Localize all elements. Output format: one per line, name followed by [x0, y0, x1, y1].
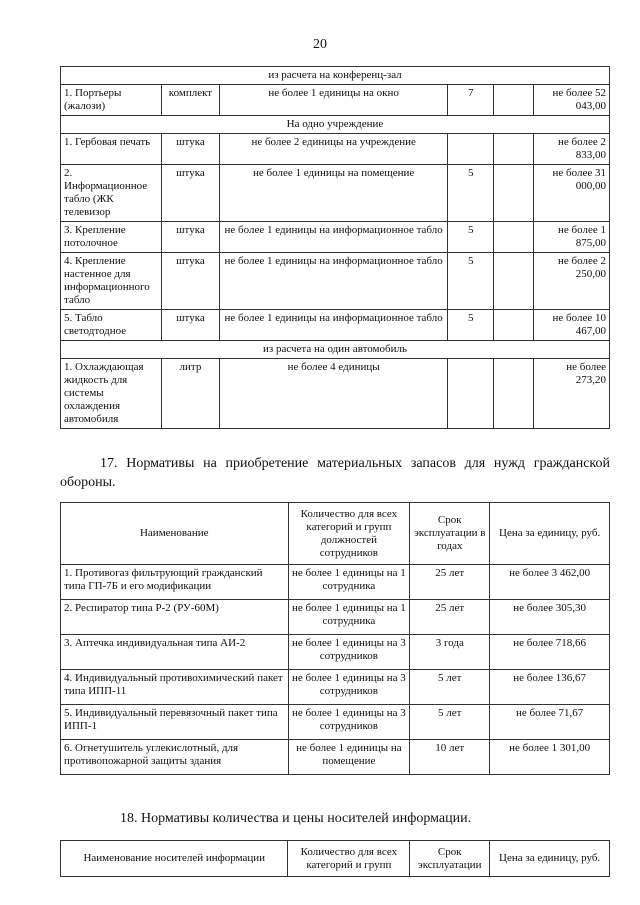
item-quantity: не более 1 единицы на окно: [219, 85, 447, 116]
item-price: не более 305,30: [490, 600, 610, 635]
table-row: [61, 740, 610, 775]
item-unit: штука: [161, 253, 219, 310]
item-quantity: не более 1 единицы на 1 сотрудника: [288, 565, 410, 600]
col-header-media-price: Цена за единицу, руб.: [490, 841, 610, 877]
item-years: 5: [448, 222, 494, 253]
section-18-heading: 18. Нормативы количества и цены носителей информации.: [120, 811, 472, 826]
item-empty: [494, 85, 534, 116]
item-price: не более 71,67: [490, 705, 610, 740]
col-header-media-name: Наименование носителей информации: [61, 841, 288, 877]
item-name: 1. Противогаз фильтрующий гражданский типа ГП-7Б и его модификации: [61, 565, 289, 600]
col-header-term: Срок эксплуатации в годах: [410, 503, 490, 565]
item-price: не более 1 301,00: [490, 740, 610, 775]
item-name: 3. Крепление потолочное: [61, 222, 162, 253]
col-header-media-term: Срок эксплуатации: [410, 841, 490, 877]
table-row: [61, 310, 610, 341]
table-row: [61, 635, 610, 670]
item-name: 5. Индивидуальный перевязочный пакет типа ИПП-1: [61, 705, 289, 740]
item-unit: штука: [161, 165, 219, 222]
table-row: [61, 705, 610, 740]
section-header: из расчета на конференц-зал: [61, 67, 610, 85]
item-price: не более 3 462,00: [490, 565, 610, 600]
item-price: не более 31 000,00: [534, 165, 610, 222]
item-quantity: не более 1 единицы на помещение: [288, 740, 410, 775]
item-name: 4. Индивидуальный противохимический пакет типа ИПП-11: [61, 670, 289, 705]
col-header-price: Цена за единицу, руб.: [490, 503, 610, 565]
item-empty: [494, 165, 534, 222]
item-quantity: не более 4 единицы: [219, 359, 447, 429]
item-unit: штука: [161, 222, 219, 253]
item-unit: комплект: [161, 85, 219, 116]
item-quantity: не более 1 единицы на информационное табло: [219, 222, 447, 253]
item-years: 5: [448, 165, 494, 222]
item-price: не более 52 043,00: [534, 85, 610, 116]
item-price: не более 10 467,00: [534, 310, 610, 341]
item-price: не более 718,66: [490, 635, 610, 670]
page-number: 20: [313, 37, 327, 52]
table-row: [61, 134, 610, 165]
item-price: не более 2 250,00: [534, 253, 610, 310]
item-unit: штука: [161, 310, 219, 341]
item-years: [448, 359, 494, 429]
section-header: На одно учреждение: [61, 116, 610, 134]
col-header-qty: Количество для всех категорий и групп должностей сотрудников: [288, 503, 410, 565]
col-header-media-qty: Количество для всех категорий и групп: [288, 841, 410, 877]
item-term: 25 лет: [410, 565, 490, 600]
section-17-heading: 17. Нормативы на приобретение материальных запасов для нужд гражданской обороны.: [60, 456, 610, 490]
supplies-table: [60, 66, 610, 429]
item-empty: [494, 253, 534, 310]
item-empty: [494, 134, 534, 165]
col-header-name: Наименование: [61, 503, 289, 565]
item-name: 2. Информационное табло (ЖК телевизор: [61, 165, 162, 222]
table-row: [61, 85, 610, 116]
item-term: 5 лет: [410, 705, 490, 740]
item-price: не более 136,67: [490, 670, 610, 705]
item-quantity: не более 1 единицы на информационное табло: [219, 253, 447, 310]
item-years: 5: [448, 310, 494, 341]
section-header-row: [61, 67, 610, 85]
item-quantity: не более 1 единицы на помещение: [219, 165, 447, 222]
table-row: [61, 253, 610, 310]
table-row: [61, 359, 610, 429]
table-row: [61, 222, 610, 253]
item-name: 5. Табло светодтодное: [61, 310, 162, 341]
item-years: [448, 134, 494, 165]
item-price: не более 273,20: [534, 359, 610, 429]
section-header: из расчета на один автомобиль: [61, 341, 610, 359]
table-row: [61, 165, 610, 222]
table-row: [61, 600, 610, 635]
item-name: 1. Портьеры (жалози): [61, 85, 162, 116]
item-quantity: не более 1 единицы на 1 сотрудника: [288, 600, 410, 635]
section-header-row: [61, 341, 610, 359]
item-unit: литр: [161, 359, 219, 429]
item-price: не более 2 833,00: [534, 134, 610, 165]
item-price: не более 1 875,00: [534, 222, 610, 253]
item-quantity: не более 2 единицы на учреждение: [219, 134, 447, 165]
item-term: 3 года: [410, 635, 490, 670]
item-quantity: не более 1 единицы на 3 сотрудников: [288, 635, 410, 670]
item-name: 1. Гербовая печать: [61, 134, 162, 165]
item-years: 5: [448, 253, 494, 310]
item-empty: [494, 310, 534, 341]
item-term: 5 лет: [410, 670, 490, 705]
item-quantity: не более 1 единицы на 3 сотрудников: [288, 670, 410, 705]
item-term: 10 лет: [410, 740, 490, 775]
item-term: 25 лет: [410, 600, 490, 635]
item-quantity: не более 1 единицы на 3 сотрудников: [288, 705, 410, 740]
table-row: [61, 670, 610, 705]
item-name: 6. Огнетушитель углекислотный, для противопожарной защиты здания: [61, 740, 289, 775]
item-name: 2. Респиратор типа Р-2 (РУ-60М): [61, 600, 289, 635]
item-quantity: не более 1 единицы на информационное табло: [219, 310, 447, 341]
civil-defense-table: [60, 502, 610, 775]
item-name: 4. Крепление настенное для информационного табло: [61, 253, 162, 310]
item-name: 3. Аптечка индивидуальная типа АИ-2: [61, 635, 289, 670]
item-empty: [494, 222, 534, 253]
media-table: [60, 840, 610, 877]
item-name: 1. Охлаждающая жидкость для системы охлаждения автомобиля: [61, 359, 162, 429]
item-empty: [494, 359, 534, 429]
item-unit: штука: [161, 134, 219, 165]
table-row: [61, 565, 610, 600]
section-header-row: [61, 116, 610, 134]
item-years: 7: [448, 85, 494, 116]
